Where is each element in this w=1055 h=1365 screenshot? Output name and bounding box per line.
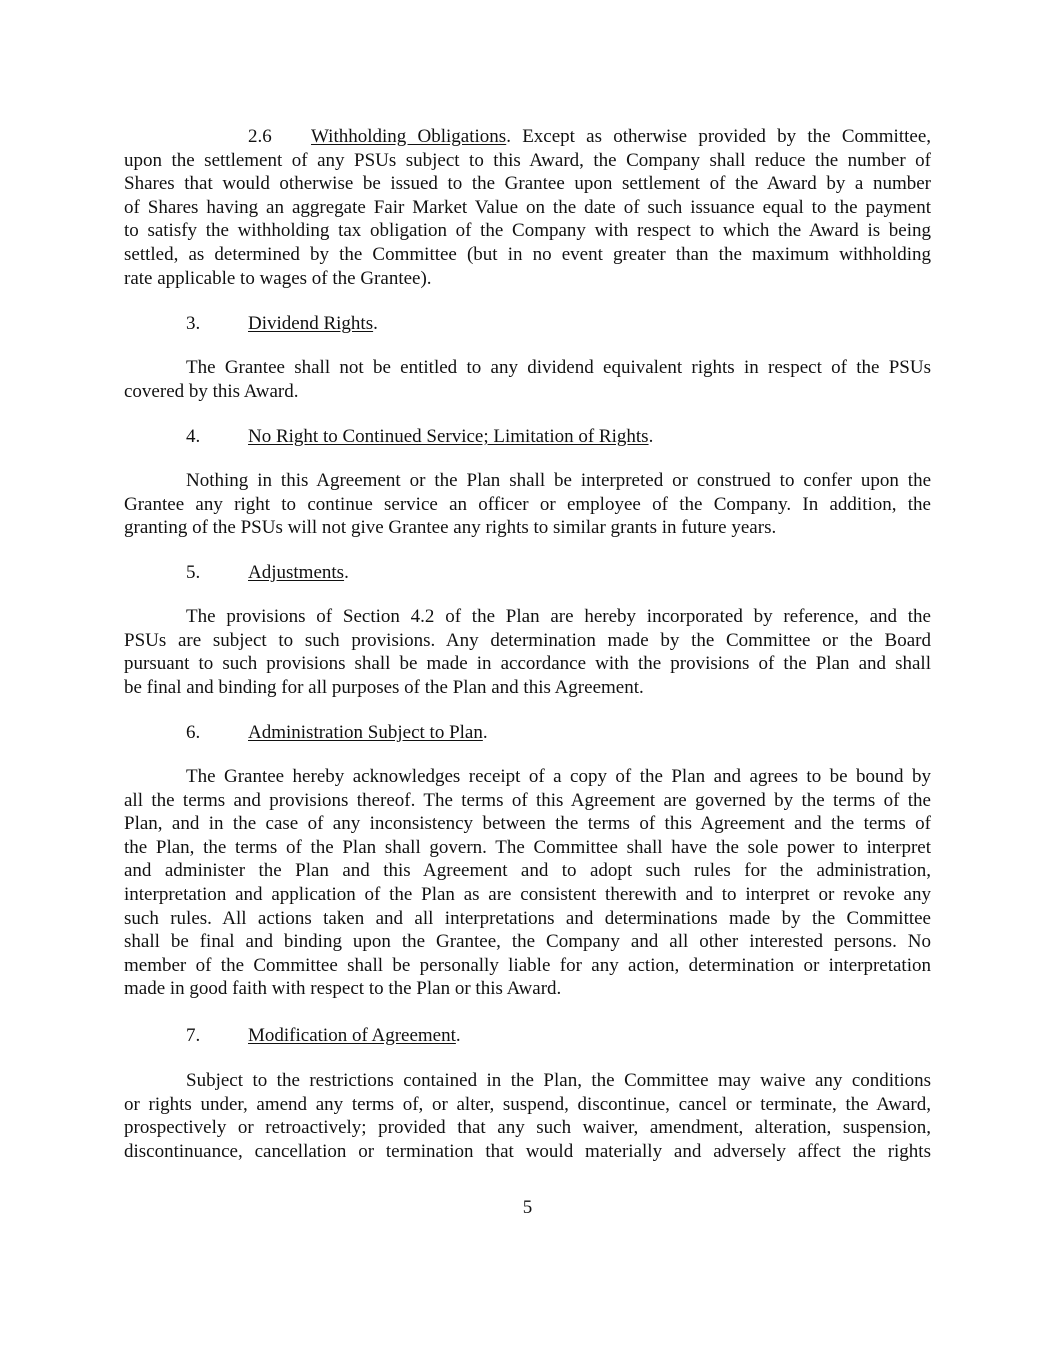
section-paragraph <box>124 1069 931 1163</box>
paragraph-line: settled, as determined by the Committee (but in no event greater than the maximum withholding <box>124 243 931 265</box>
section-title-period: . <box>373 313 378 334</box>
paragraph-line: discontinuance, cancellation or termination that would materially and adversely affect the rights <box>124 1140 931 1162</box>
section-number: 6. <box>186 722 201 743</box>
section-title: Administration Subject to Plan <box>248 722 483 743</box>
paragraph-line: prospectively or retroactively; provided that any such waiver, amendment, alteration, suspension, <box>124 1117 931 1139</box>
paragraph-line: of Shares having an aggregate Fair Market Value on the date of such issuance equal to the payment <box>124 196 931 218</box>
section-title: Withholding Obligations <box>311 126 507 147</box>
section-number: 3. <box>186 313 201 334</box>
section-paragraph <box>124 765 931 1001</box>
paragraph-line: be final and binding for all purposes of the Plan and this Agreement. <box>124 676 644 698</box>
paragraph-line: and administer the Plan and this Agreement and to adopt such rules for the administration, <box>124 860 931 882</box>
section-heading <box>186 425 653 449</box>
paragraph-line: pursuant to such provisions shall be made in accordance with the provisions of the Plan and shall <box>124 653 931 675</box>
paragraph-line: The Grantee shall not be entitled to any dividend equivalent rights in respect of the PSUs <box>186 357 931 378</box>
section-title: Adjustments <box>248 562 345 583</box>
page-number: 5 <box>522 1197 533 1218</box>
paragraph-line: all the terms and provisions thereof. The terms of this Agreement are governed by the terms of the <box>124 789 931 811</box>
section-heading <box>186 561 349 585</box>
section-paragraph <box>124 125 931 290</box>
paragraph-line <box>124 125 931 149</box>
section-title-period: . <box>455 1025 461 1046</box>
section-number: 7. <box>186 1025 201 1046</box>
section-title-period: . <box>648 426 654 447</box>
section-title: Modification of Agreement <box>248 1025 456 1046</box>
paragraph-line: Subject to the restrictions contained in the Plan, the Committee may waive any conditions <box>186 1070 931 1091</box>
paragraph-line: The provisions of Section 4.2 of the Plan are hereby incorporated by reference, and the <box>186 606 931 627</box>
paragraph-line: such rules. All actions taken and all interpretations and determinations made by the Committee <box>124 907 931 929</box>
section-number: 2.6 <box>248 126 272 147</box>
paragraph-line: to satisfy the withholding tax obligation of the Company with respect to which the Award is being <box>124 220 931 242</box>
section-heading <box>186 1024 461 1048</box>
line-text: . Except as otherwise provided by the Committee, <box>506 126 931 147</box>
paragraph-line: member of the Committee shall be personally liable for any action, determination or interpretation <box>124 954 931 976</box>
section-paragraph <box>124 605 931 699</box>
section-paragraph <box>124 469 931 540</box>
paragraph-line: Nothing in this Agreement or the Plan shall be interpreted or construed to confer upon the <box>186 470 931 491</box>
paragraph-line: interpretation and application of the Plan as are consistent therewith and to interpret or revoke any <box>124 883 931 905</box>
paragraph-line: upon the settlement of any PSUs subject to this Award, the Company shall reduce the number of <box>124 149 931 171</box>
paragraph-line: covered by this Award. <box>124 380 299 402</box>
section-title-period: . <box>344 562 349 583</box>
paragraph-line: rate applicable to wages of the Grantee). <box>124 267 432 289</box>
section-number: 4. <box>186 426 201 447</box>
section-title: Dividend Rights <box>248 313 374 334</box>
section-number: 5. <box>186 562 201 583</box>
section-title: No Right to Continued Service; Limitation of Rights <box>248 426 649 447</box>
paragraph-line: Shares that would otherwise be issued to the Grantee upon settlement of the Award by a number <box>124 173 931 195</box>
paragraph-line: the Plan, the terms of the Plan shall govern. The Committee shall have the sole power to interpret <box>124 836 931 858</box>
paragraph-line: Plan, and in the case of any inconsistency between the terms of this Agreement and the terms of <box>124 813 931 835</box>
section-heading <box>186 312 378 336</box>
section-title-period: . <box>482 722 488 743</box>
paragraph-line: PSUs are subject to such provisions. Any determination made by the Committee or the Board <box>124 629 931 651</box>
paragraph-line: The Grantee hereby acknowledges receipt of a copy of the Plan and agrees to be bound by <box>186 766 931 787</box>
section-paragraph <box>124 356 931 403</box>
paragraph-line: Grantee any right to continue service an officer or employee of the Company. In addition, the <box>124 493 931 515</box>
paragraph-line: made in good faith with respect to the Plan or this Award. <box>124 978 562 1000</box>
section-heading <box>186 721 488 745</box>
paragraph-line: or rights under, amend any terms of, or alter, suspend, discontinue, cancel or terminate, the Award, <box>124 1093 931 1115</box>
paragraph-line: granting of the PSUs will not give Grantee any rights to similar grants in future years. <box>124 517 777 539</box>
paragraph-line: shall be final and binding upon the Grantee, the Company and all other interested persons. No <box>124 931 931 953</box>
